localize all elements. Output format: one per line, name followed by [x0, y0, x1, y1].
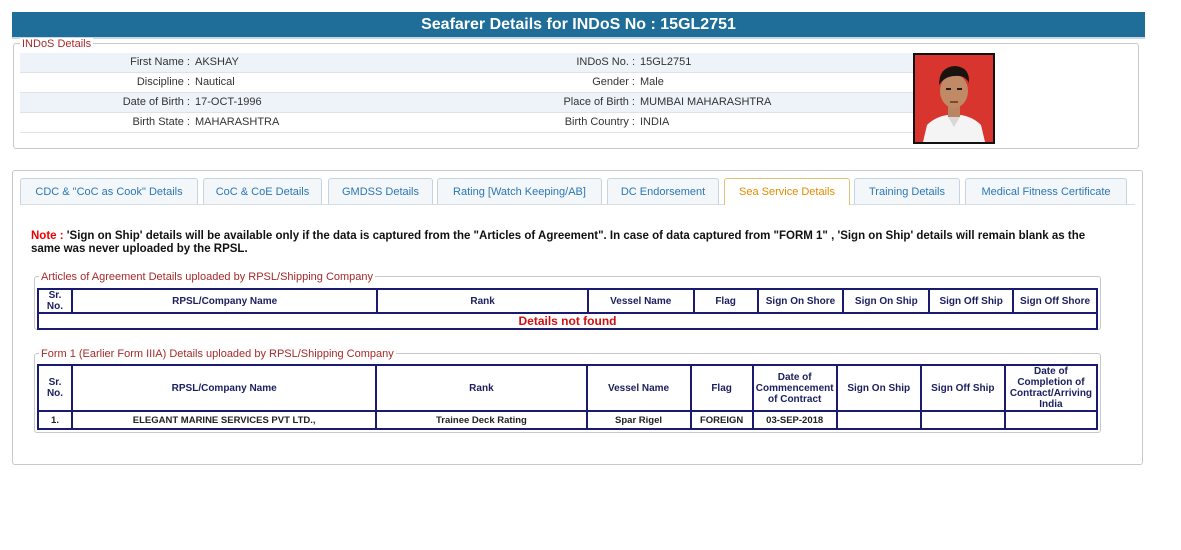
tab-dc-endorsement[interactable]: DC Endorsement	[607, 178, 719, 204]
gender-label: Gender :	[592, 76, 635, 88]
col-vessel: Vessel Name	[588, 289, 694, 313]
col-company: RPSL/Company Name	[72, 365, 376, 411]
table-row	[38, 411, 1097, 429]
col-completion: Date of Completion of Contract/Arriving India	[1005, 365, 1097, 411]
info-row-discipline	[20, 73, 922, 93]
col-commencement: Date of Commencement of Contract	[753, 365, 837, 411]
page-title: Seafarer Details for INDoS No : 15GL2751	[12, 12, 1145, 39]
indos-no-value: 15GL2751	[640, 56, 692, 68]
tab-medical-fitness[interactable]: Medical Fitness Certificate	[965, 178, 1127, 204]
info-row-first-name	[20, 53, 922, 73]
birth-country-label: Birth Country :	[564, 116, 635, 128]
tab-gmdss[interactable]: GMDSS Details	[328, 178, 433, 204]
dob-label: Date of Birth :	[122, 96, 190, 108]
col-sign-on-shore: Sign On Shore	[758, 289, 844, 313]
tab-coc-coe[interactable]: CoC & CoE Details	[203, 178, 322, 204]
col-flag: Flag	[694, 289, 758, 313]
articles-header-row	[38, 289, 1097, 313]
birth-country-value: INDIA	[640, 116, 670, 128]
cell-company: ELEGANT MARINE SERVICES PVT LTD.,	[72, 411, 376, 429]
dob-value: 17-OCT-1996	[195, 96, 262, 108]
articles-legend: Articles of Agreement Details uploaded by RPSL/Shipping Company	[41, 271, 374, 283]
gender-value: Male	[640, 76, 664, 88]
person-portrait-icon	[915, 55, 993, 142]
note-label: Note :	[31, 230, 64, 242]
first-name-label: First Name :	[130, 56, 190, 68]
tab-training[interactable]: Training Details	[854, 178, 960, 204]
cell-rank: Trainee Deck Rating	[376, 411, 586, 429]
sea-service-note	[31, 230, 1091, 256]
place-of-birth-value: MUMBAI MAHARASHTRA	[640, 96, 772, 108]
cell-vessel: Spar Rigel	[587, 411, 691, 429]
col-sr-no: Sr. No.	[38, 289, 72, 313]
indos-details-legend: INDoS Details	[22, 38, 92, 50]
articles-table	[37, 288, 1098, 330]
cell-commencement: 03-SEP-2018	[753, 411, 837, 429]
place-of-birth-label: Place of Birth :	[563, 96, 635, 108]
col-rank: Rank	[376, 365, 586, 411]
cell-sign-off-ship	[921, 411, 1005, 429]
tab-rating-watch-keeping[interactable]: Rating [Watch Keeping/AB]	[437, 178, 602, 204]
discipline-value: Nautical	[195, 76, 235, 88]
col-sign-off-ship: Sign Off Ship	[929, 289, 1013, 313]
articles-empty-row	[38, 313, 1097, 329]
col-sign-off-shore: Sign Off Shore	[1013, 289, 1097, 313]
cell-flag: FOREIGN	[691, 411, 753, 429]
discipline-label: Discipline :	[136, 76, 190, 88]
articles-of-agreement-group	[34, 271, 1101, 330]
note-text: 'Sign on Ship' details will be available only if the data is captured from the "Articles of Agreement". In case of data captured from "FORM 1" , 'Sign on Ship' details will remain blank as the same was never uploaded by the RPSL.	[31, 230, 1086, 255]
col-flag: Flag	[691, 365, 753, 411]
col-sign-on-ship: Sign On Ship	[843, 289, 929, 313]
cell-completion	[1005, 411, 1097, 429]
details-not-found: Details not found	[38, 313, 1097, 329]
form1-group	[34, 348, 1101, 433]
col-sign-off-ship: Sign Off Ship	[921, 365, 1005, 411]
cell-sign-on-ship	[837, 411, 921, 429]
info-row-dob	[20, 93, 922, 113]
tab-sea-service[interactable]: Sea Service Details	[724, 178, 850, 205]
birth-state-label: Birth State :	[132, 116, 190, 128]
indos-no-label: INDoS No. :	[576, 56, 635, 68]
birth-state-value: MAHARASHTRA	[195, 116, 280, 128]
seafarer-photo	[913, 53, 995, 144]
form1-header-row	[38, 365, 1097, 411]
info-row-birth-state	[20, 113, 922, 133]
col-sr-no: Sr. No.	[38, 365, 72, 411]
form1-table	[37, 364, 1098, 430]
first-name-value: AKSHAY	[195, 56, 239, 68]
tab-cdc-coc-cook[interactable]: CDC & "CoC as Cook" Details	[20, 178, 198, 204]
form1-legend: Form 1 (Earlier Form IIIA) Details uploaded by RPSL/Shipping Company	[41, 348, 394, 360]
indos-details-panel	[13, 38, 1139, 149]
tabs-panel	[12, 170, 1143, 465]
col-company: RPSL/Company Name	[72, 289, 377, 313]
cell-sr-no: 1.	[38, 411, 72, 429]
col-vessel: Vessel Name	[587, 365, 691, 411]
col-rank: Rank	[377, 289, 588, 313]
col-sign-on-ship: Sign On Ship	[837, 365, 921, 411]
